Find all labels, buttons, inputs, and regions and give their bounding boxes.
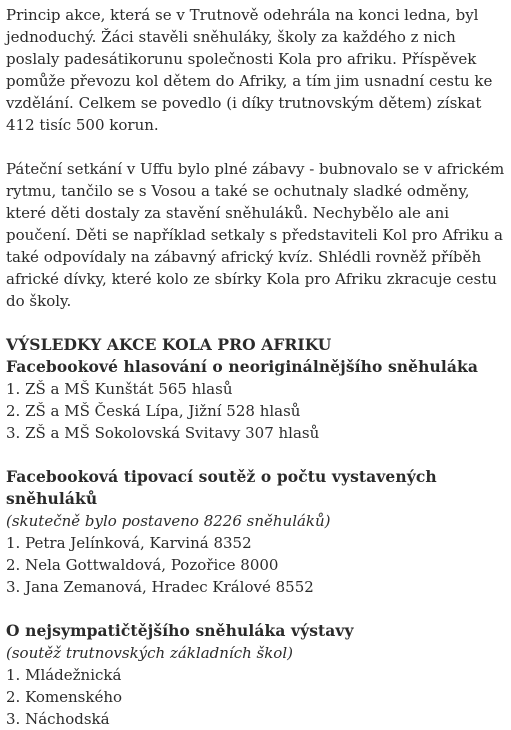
results-list xyxy=(6,378,505,444)
list-item: 2. Komenského xyxy=(6,688,123,706)
section-heading: Facebooková tipovací soutěž o počtu vystavených sněhuláků xyxy=(6,467,437,508)
results-section-exhibition xyxy=(6,620,505,730)
list-item: 2. ZŠ a MŠ Česká Lípa, Jižní 528 hlasů xyxy=(6,402,301,420)
list-item: 1. Mládežnická xyxy=(6,666,122,684)
event-paragraph: Páteční setkání v Uffu bylo plné zábavy - bubnovalo se v africkém rytmu, tančilo se s Vosou a také se ochutnaly sladké odměny, které děti dostaly za stavění sněhuláků. Nechybělo ale ani poučení. Děti se například setkaly s představiteli Kol pro Afriku a také odpovídaly na zábavný africký kvíz. Shlédli rovněž příběh africké dívky, které kolo ze sbírky Kola pro Afriku zkracuje cestu do školy. xyxy=(6,160,505,310)
results-title: VÝSLEDKY AKCE KOLA PRO AFRIKU xyxy=(6,335,332,354)
section-note: (skutečně bylo postaveno 8226 sněhuláků) xyxy=(6,512,331,530)
results-section-facebook-vote xyxy=(6,356,505,444)
section-heading: O nejsympatičtějšího sněhuláka výstavy xyxy=(6,621,354,640)
list-item: 2. Nela Gottwaldová, Pozořice 8000 xyxy=(6,556,279,574)
list-item: 1. ZŠ a MŠ Kunštát 565 hlasů xyxy=(6,380,233,398)
intro-paragraph: Princip akce, která se v Trutnově odehrála na konci ledna, byl jednoduchý. Žáci stavěli sněhuláky, školy za každého z nich poslaly padesátikorunu společnosti Kola pro afriku. Příspěvek pomůže převozu kol dětem do Afriky, a tím jim usnadní cestu ke vzdělání. Celkem se povedlo (i díky trutnovským dětem) získat 412 tisíc 500 korun. xyxy=(6,6,493,134)
list-item: 3. Jana Zemanová, Hradec Králové 8552 xyxy=(6,578,314,596)
list-item: 1. Petra Jelínková, Karviná 8352 xyxy=(6,534,252,552)
results-section-guessing-contest xyxy=(6,466,505,598)
section-heading: Facebookové hlasování o neoriginálnějšího sněhuláka xyxy=(6,357,478,376)
results-list xyxy=(6,664,505,730)
results-list xyxy=(6,532,505,598)
list-item: 3. ZŠ a MŠ Sokolovská Svitavy 307 hlasů xyxy=(6,424,320,442)
section-note: (soutěž trutnovských základních škol) xyxy=(6,644,293,662)
list-item: 3. Náchodská xyxy=(6,710,110,728)
